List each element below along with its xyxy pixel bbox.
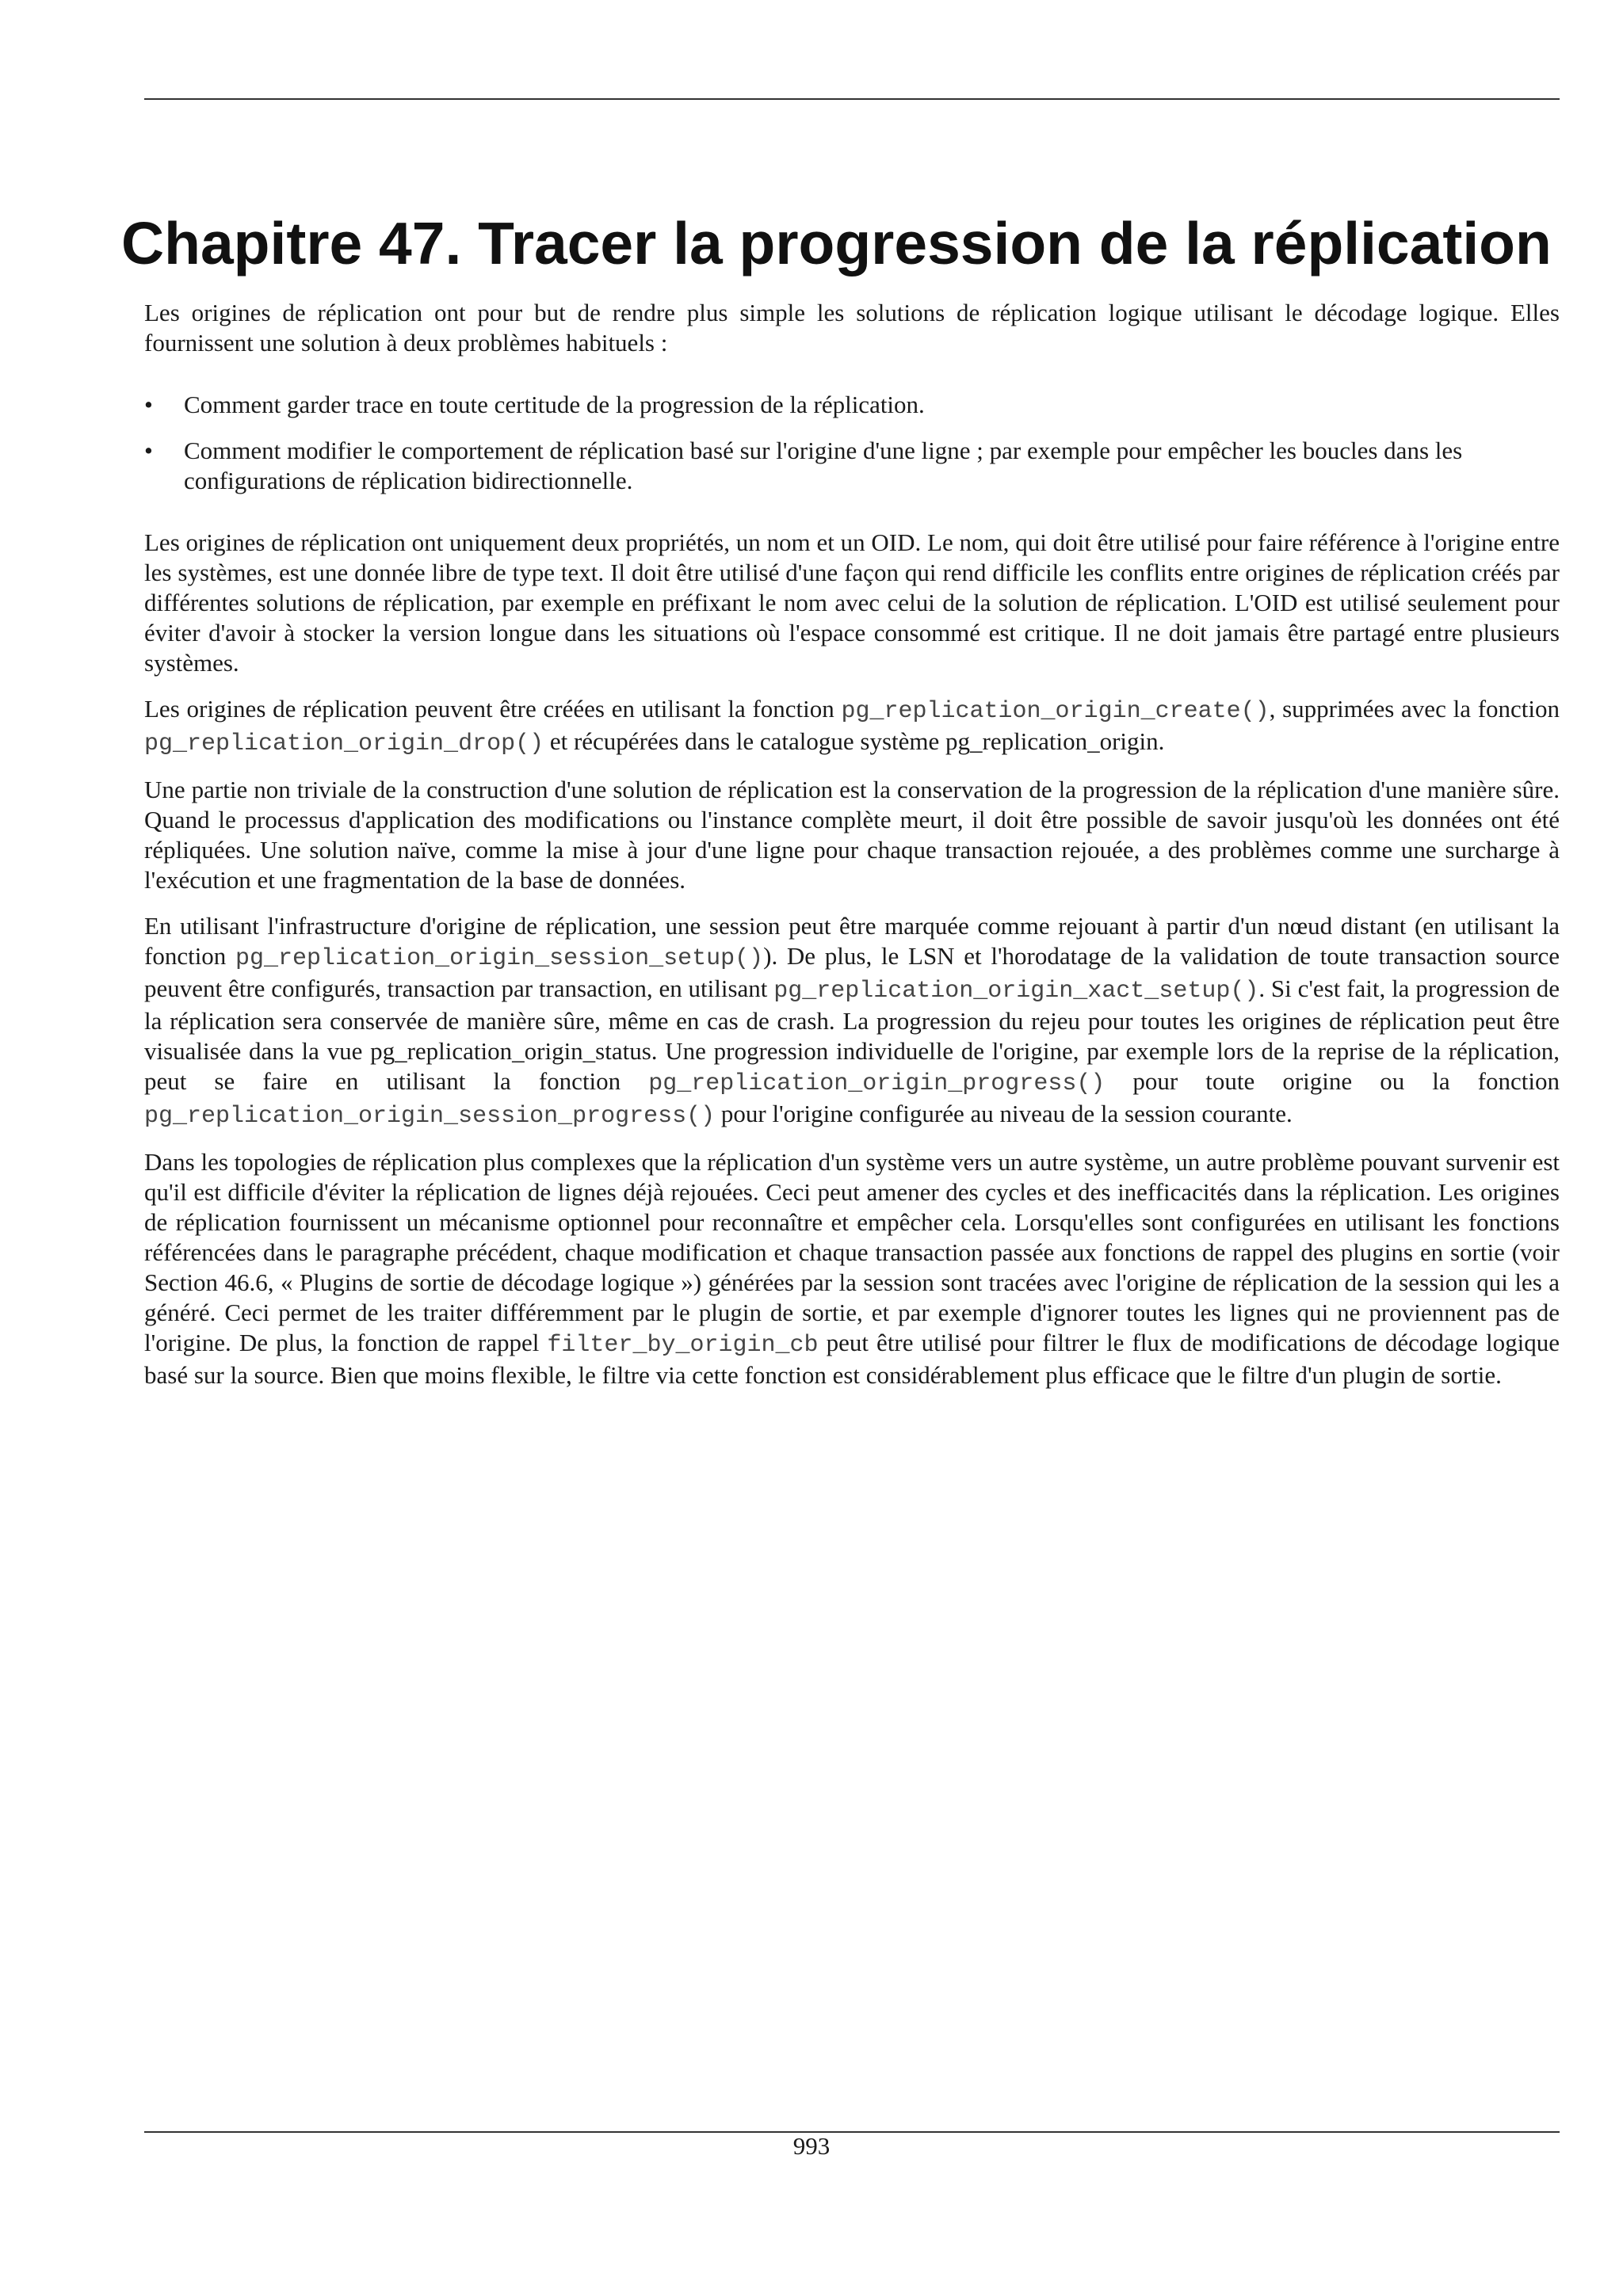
topologies-paragraph	[144, 1147, 1560, 1390]
list-item	[144, 390, 1560, 420]
paragraph-text: pour l'origine configurée au niveau de la session courante.	[715, 1100, 1293, 1127]
list-item-text: Comment garder trace en toute certitude de la progression de la réplication.	[184, 391, 925, 418]
function-name: pg_replication_origin_session_progress()	[144, 1103, 716, 1130]
function-name: filter_by_origin_cb	[547, 1332, 819, 1359]
page-number: 993	[792, 2132, 831, 2160]
paragraph-text: pour toute origine ou la fonction	[1105, 1067, 1560, 1095]
function-name: pg_replication_origin_progress()	[648, 1070, 1106, 1097]
chapter-body	[144, 298, 1560, 1406]
paragraph-text: Dans les topologies de réplication plus complexes que la réplication d'un système vers un autre système, un autre problème pouvant survenir est qu'il est difficile d'éviter la réplication de lignes déjà rejouées. Ceci peut amener des cycles et des inefficacités dans la réplication. Les origines de réplication fournissent un mécanisme optionnel pour reconnaître et empêcher cela. Lorsqu'elles sont configurées en utilisant les fonctions référencées dans le paragraphe précédent, chaque modification et chaque transaction passée aux fonctions de rappel des plugins en sortie (voir Section 46.6, « Plugins de sortie de décodage logique ») générées par la session sont tracées avec l'origine de réplication de la session qui les a généré. Ceci permet de les traiter différemment par le plugin de sortie, et par exemple d'ignorer toutes les lignes qui ne proviennent pas de l'origine. De plus, la fonction de rappel	[144, 1148, 1560, 1356]
function-name: pg_replication_origin_session_setup()	[235, 945, 764, 972]
paragraph-text: , supprimées avec la fonction	[1269, 695, 1560, 723]
paragraph-text: . Si c'est fait, la progression de la réplication sera conservée de manière sûre, même en cas de crash. La progression du rejeu pour toutes les origines de réplication peut être visualisée dans la vue pg_replication_origin_status. Une progression individuelle de l'origine, par exemple lors de la reprise de la réplication, peut se faire en utilisant la fonction	[144, 974, 1560, 1095]
chapter-title: Chapitre 47. Tracer la progression de la réplication	[121, 210, 1552, 277]
function-name: pg_replication_origin_xact_setup()	[773, 978, 1259, 1005]
function-name: pg_replication_origin_create()	[841, 698, 1270, 725]
paragraph-text: peut être utilisé pour filtrer le flux de modifications de décodage logique basé sur la source. Bien que moins flexible, le filtre via cette fonction est considérablement plus efficace que le filtre d'un plugin de sortie.	[144, 1329, 1560, 1389]
paragraph-text: ). De plus, le LSN et l'horodatage de la validation de toute transaction source peuvent être configurés, transaction par transaction, en utilisant	[144, 942, 1560, 1002]
list-item-text: Comment modifier le comportement de réplication basé sur l'origine d'une ligne ; par exemple pour empêcher les boucles dans les configurations de réplication bidirectionnelle.	[184, 437, 1463, 494]
create-drop-paragraph	[144, 694, 1560, 759]
header-rule	[144, 98, 1560, 100]
paragraph-text: et récupérées dans le catalogue système pg_replication_origin.	[544, 727, 1165, 755]
session-setup-paragraph	[144, 911, 1560, 1131]
bullet-icon: •	[144, 391, 153, 418]
problems-list	[144, 390, 1560, 496]
function-name: pg_replication_origin_drop()	[144, 730, 544, 757]
progress-paragraph: Une partie non triviale de la construction d'une solution de réplication est la conservation de la progression de la réplication d'une manière sûre. Quand le processus d'application des modifications ou l'instance complète meurt, il doit être possible de savoir jusqu'où les données ont été répliquées. Une solution naïve, comme la mise à jour d'une ligne pour chaque transaction rejouée, a des problèmes comme une surcharge à l'exécution et une fragmentation de la base de données.	[144, 776, 1560, 894]
intro-paragraph: Les origines de réplication ont pour but de rendre plus simple les solutions de réplication logique utilisant le décodage logique. Elles fournissent une solution à deux problèmes habituels :	[144, 299, 1560, 357]
list-item	[144, 436, 1560, 496]
paragraph-text: Les origines de réplication peuvent être créées en utilisant la fonction	[144, 695, 842, 723]
bullet-icon: •	[144, 437, 153, 464]
properties-paragraph: Les origines de réplication ont uniquement deux propriétés, un nom et un OID. Le nom, qui doit être utilisé pour faire référence à l'origine entre les systèmes, est une donnée libre de type text. Il doit être utilisé d'une façon qui rend difficile les conflits entre origines de réplication créés par différentes solutions de réplication, par exemple en préfixant le nom avec celui de la solution de réplication. L'OID est utilisé seulement pour éviter d'avoir à stocker la version longue dans les situations où l'espace consommé est critique. Il ne doit jamais être partagé entre plusieurs systèmes.	[144, 528, 1560, 677]
paragraph-text: En utilisant l'infrastructure d'origine de réplication, une session peut être marquée comme rejouant à partir d'un nœud distant (en utilisant la fonction	[144, 912, 1560, 970]
